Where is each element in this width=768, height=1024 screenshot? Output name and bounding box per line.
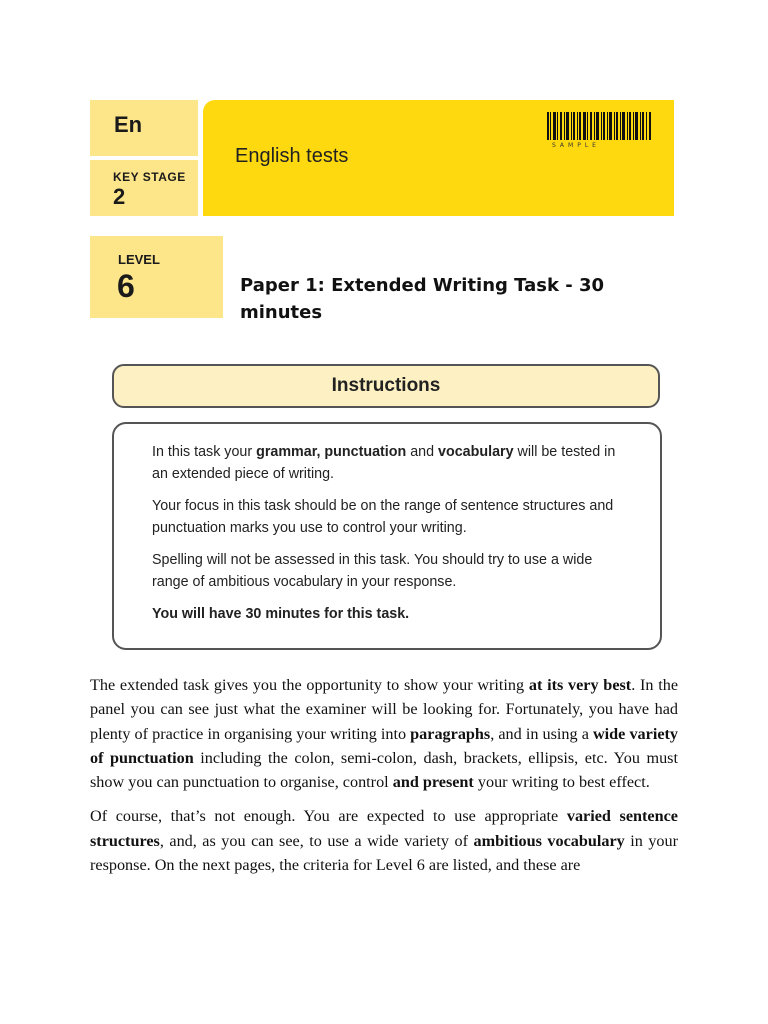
text-run: your writing to best effect. — [473, 773, 650, 792]
text-run: The extended task gives you the opportunity to show your writing — [90, 676, 529, 694]
level-tab — [90, 236, 223, 318]
bold-phrase: ambitious vocabulary — [473, 831, 625, 850]
instruction-paragraph-4: You will have 30 minutes for this task. — [152, 606, 410, 622]
key-stage-number: 2 — [113, 184, 126, 209]
paper-title: Paper 1: Extended Writing Task - 30 minutes — [240, 275, 605, 323]
key-stage-tab — [90, 160, 198, 216]
banner-title: English tests — [235, 145, 349, 167]
bold-phrase: varied sentence structures — [90, 807, 678, 850]
barcode-text: SAMPLE — [552, 142, 600, 149]
text-run: including the colon, semi-colon, dash, brackets, ellipsis, etc. You must show you can punctuation to organise, control — [90, 748, 678, 792]
instruction-paragraph-2: Your focus in this task should be on the range of sentence structures and punctuation marks you use to control your writing. — [152, 498, 614, 536]
text-run: , and in using a — [490, 724, 593, 743]
text-run: in your response. On the next pages, the criteria for Level 6 are listed, and these are — [90, 831, 678, 875]
body-paragraph-1 — [90, 673, 678, 794]
bold-phrase: grammar, punctuation — [256, 444, 407, 460]
text-run: , and, as you can see, to use a wide variety of — [159, 831, 474, 850]
instruction-paragraph-1 — [152, 442, 620, 485]
level-number: 6 — [117, 268, 135, 304]
text-run: and — [406, 444, 439, 460]
instructions-heading: Instructions — [112, 364, 660, 408]
instruction-paragraph-3: Spelling will not be assessed in this task. You should try to use a wide range of ambitious vocabulary in your response. — [152, 552, 593, 590]
body-text — [90, 673, 678, 887]
text-run: In this task your — [152, 444, 257, 460]
bold-phrase: wide variety of punctuation — [90, 724, 678, 767]
body-paragraph-2 — [90, 804, 678, 877]
bold-phrase: vocabulary — [438, 444, 514, 460]
text-run: . In the panel you can see just what the examiner will be looking for. Fortunately, you have had plenty of practice in organising your writing into — [90, 676, 679, 743]
barcode-icon — [545, 112, 655, 142]
bold-phrase: paragraphs — [410, 724, 491, 743]
text-run: Of course, that’s not enough. You are expected to use appropriate — [90, 807, 567, 826]
subject-label: En — [114, 112, 143, 137]
level-label: LEVEL — [118, 252, 160, 267]
instructions-panel — [112, 422, 662, 650]
bold-phrase: and present — [392, 773, 474, 792]
text-run: will be tested in an extended piece of writing. — [152, 444, 616, 482]
bold-phrase: at its very best — [528, 676, 632, 694]
key-stage-label: KEY STAGE — [113, 170, 186, 184]
subject-tab — [90, 100, 198, 156]
